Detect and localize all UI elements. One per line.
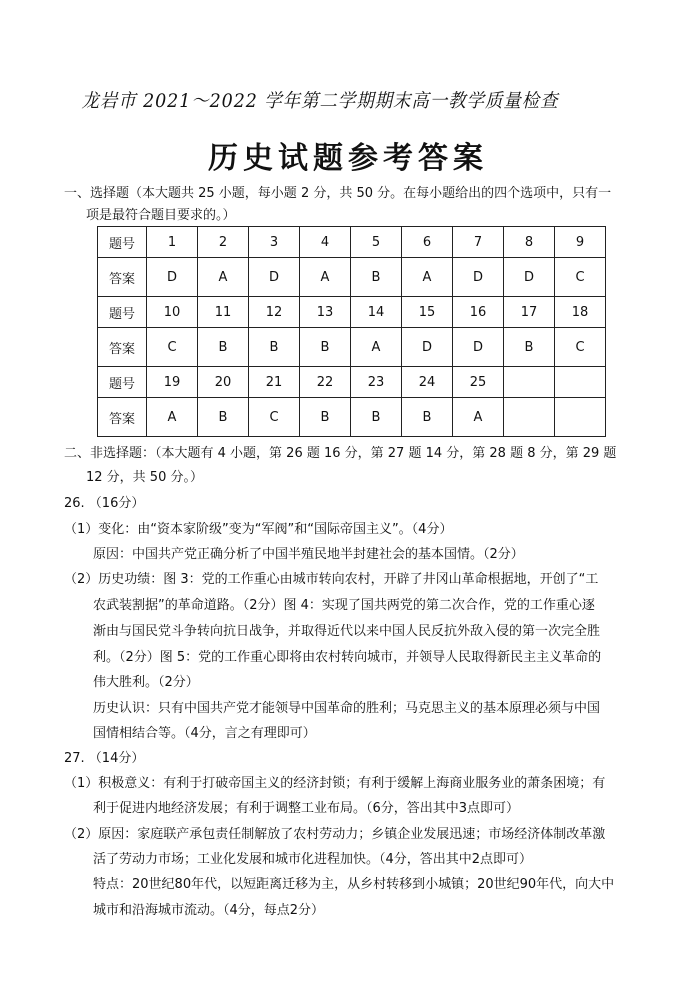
- answer-cell: B: [351, 258, 402, 297]
- answer-cell: B: [249, 328, 300, 367]
- answer-cell: D: [147, 258, 198, 297]
- question-number: 12: [249, 297, 300, 328]
- question-number: 2: [198, 227, 249, 258]
- answer-cell: A: [402, 258, 453, 297]
- answer-label: 答案: [98, 258, 147, 297]
- table-row-numbers: [98, 297, 606, 328]
- question-number: 7: [453, 227, 504, 258]
- answer-cell: A: [147, 398, 198, 437]
- question-number: 9: [555, 227, 606, 258]
- answer-cell: B: [300, 328, 351, 367]
- question-number: 23: [351, 367, 402, 398]
- part2-instruction-line2: 12 分，共 50 分。）: [86, 470, 203, 485]
- q26-line1: （1）变化：由“资本家阶级”变为“军阀”和“国际帝国主义”。（4分）: [64, 522, 453, 537]
- question-number: 24: [402, 367, 453, 398]
- answer-label: 答案: [98, 398, 147, 437]
- question-number: 6: [402, 227, 453, 258]
- question-number: 11: [198, 297, 249, 328]
- part2-instruction-line1: 二、非选择题：（本大题有 4 小题，第 26 题 16 分，第 27 题 14 分，第 28 题 8 分，第 29 题: [64, 446, 617, 461]
- question-number: 1: [147, 227, 198, 258]
- q26-heading: 26. （16分）: [64, 496, 145, 511]
- answer-cell: D: [249, 258, 300, 297]
- q26-line2: 原因：中国共产党正确分析了中国半殖民地半封建社会的基本国情。（2分）: [93, 547, 524, 562]
- question-number: 3: [249, 227, 300, 258]
- answer-cell: C: [555, 328, 606, 367]
- question-number: 15: [402, 297, 453, 328]
- question-number: 14: [351, 297, 402, 328]
- answer-cell: B: [351, 398, 402, 437]
- question-number: 22: [300, 367, 351, 398]
- part1-instruction-line2: 项是最符合题目要求的。）: [86, 208, 236, 223]
- answer-table: [97, 226, 606, 437]
- question-number: 25: [453, 367, 504, 398]
- q27-line2: 利于促进内地经济发展；有利于调整工业布局。（6分，答出其中3点即可）: [93, 801, 520, 816]
- answer-cell: A: [453, 398, 504, 437]
- answer-cell: B: [402, 398, 453, 437]
- question-number: 17: [504, 297, 555, 328]
- answer-cell: B: [198, 398, 249, 437]
- answer-cell: B: [300, 398, 351, 437]
- answer-cell: [555, 398, 606, 437]
- q26-line5: 渐由与国民党斗争转向抗日战争，并取得近代以来中国人民反抗外敌入侵的第一次完全胜: [93, 624, 601, 639]
- question-number: [555, 367, 606, 398]
- q26-line4: 农武装割据”的革命道路。（2分）图 4：实现了国共两党的第二次合作，党的工作重心逐: [93, 598, 595, 613]
- answer-cell: C: [249, 398, 300, 437]
- q26-line9: 国情相结合等。（4分，言之有理即可）: [93, 726, 316, 741]
- q26-line7: 伟大胜利。（2分）: [93, 675, 199, 690]
- exam-title: 龙岩市 2021～2022 学年第二学期期末高一教学质量检查: [81, 90, 559, 112]
- answer-cell: C: [555, 258, 606, 297]
- answer-cell: A: [300, 258, 351, 297]
- document-title: 历史试题参考答案: [208, 141, 488, 176]
- table-row-numbers: [98, 227, 606, 258]
- question-number: 4: [300, 227, 351, 258]
- q27-heading: 27. （14分）: [64, 751, 145, 766]
- q27-line3: （2）原因：家庭联产承包责任制解放了农村劳动力；乡镇企业发展迅速；市场经济体制改革激: [64, 827, 606, 842]
- question-number: 20: [198, 367, 249, 398]
- answer-cell: D: [453, 328, 504, 367]
- question-number: 21: [249, 367, 300, 398]
- q26-line3: （2）历史功绩：图 3：党的工作重心由城市转向农村，开辟了井冈山革命根据地，开创了“工: [64, 572, 599, 587]
- answer-cell: [504, 398, 555, 437]
- answer-cell: D: [402, 328, 453, 367]
- question-number: 5: [351, 227, 402, 258]
- q27-line4: 活了劳动力市场；工业化发展和城市化进程加快。（4分，答出其中2点即可）: [93, 852, 533, 867]
- question-number-label: 题号: [98, 227, 147, 258]
- q27-line5: 特点：20世纪80年代，以短距离迁移为主，从乡村转移到小城镇；20世纪90年代，向大中: [93, 877, 615, 892]
- question-number-label: 题号: [98, 297, 147, 328]
- q27-line6: 城市和沿海城市流动。（4分，每点2分）: [93, 903, 325, 918]
- answer-cell: D: [504, 258, 555, 297]
- question-number: 16: [453, 297, 504, 328]
- answer-cell: A: [351, 328, 402, 367]
- question-number: 8: [504, 227, 555, 258]
- table-row-numbers: [98, 367, 606, 398]
- question-number-label: 题号: [98, 367, 147, 398]
- table-row-answers: [98, 258, 606, 297]
- question-number: 13: [300, 297, 351, 328]
- answer-cell: C: [147, 328, 198, 367]
- q26-line6: 利。（2分）图 5：党的工作重心即将由农村转向城市，并领导人民取得新民主主义革命的: [93, 650, 602, 665]
- answer-label: 答案: [98, 328, 147, 367]
- q27-line1: （1）积极意义：有利于打破帝国主义的经济封锁；有利于缓解上海商业服务业的萧条困境；有: [64, 776, 606, 791]
- q26-line8: 历史认识：只有中国共产党才能领导中国革命的胜利；马克思主义的基本原理必须与中国: [93, 701, 601, 716]
- question-number: [504, 367, 555, 398]
- table-row-answers: [98, 398, 606, 437]
- answer-cell: A: [198, 258, 249, 297]
- answer-cell: B: [198, 328, 249, 367]
- question-number: 19: [147, 367, 198, 398]
- question-number: 18: [555, 297, 606, 328]
- part1-instruction-line1: 一、选择题（本大题共 25 小题，每小题 2 分，共 50 分。在每小题给出的四个选项中，只有一: [64, 186, 612, 201]
- question-number: 10: [147, 297, 198, 328]
- table-row-answers: [98, 328, 606, 367]
- answer-cell: B: [504, 328, 555, 367]
- answer-cell: D: [453, 258, 504, 297]
